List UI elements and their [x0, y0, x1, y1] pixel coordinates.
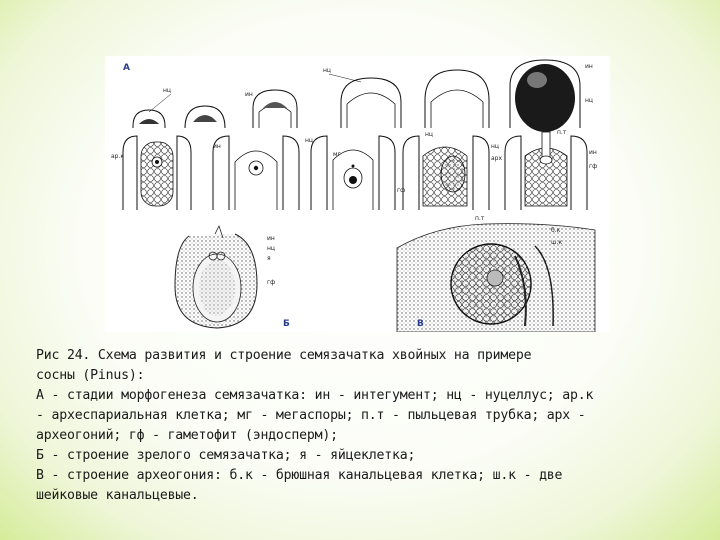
stage-11: [505, 132, 587, 210]
label-in-1: ин: [245, 91, 253, 98]
stage-5: [425, 70, 489, 128]
label-bk: б.к: [551, 227, 561, 234]
label-nc-6: нц: [491, 143, 500, 150]
caption-line: - археспариальная клетка; мг - мегаспоры; п.т - пыльцевая трубка; арх -: [36, 408, 586, 423]
ovule-diagram: [105, 56, 610, 332]
panel-letter-a: А: [123, 63, 130, 73]
caption-line: В - строение археогония: б.к - брюшная канальцевая клетка; ш.к - две: [36, 468, 563, 483]
archegonium-section: [397, 224, 595, 332]
stage-10: [403, 136, 489, 210]
caption-line: шейковые канальцевые.: [36, 488, 199, 503]
stage-7: [123, 136, 191, 210]
label-nc-1: нц: [163, 87, 172, 94]
label-nc-7: нц: [267, 245, 276, 252]
label-nc-2: нц: [323, 67, 332, 74]
caption-line: А - стадии морфогенеза семязачатка: ин - интегумент; нц - нуцеллус; ар.к: [36, 388, 594, 403]
stage-9: [311, 136, 395, 210]
label-nc-5: нц: [425, 131, 434, 138]
label-gf-2: гф: [589, 163, 598, 170]
caption-line: сосны (Pinus):: [36, 368, 145, 383]
label-pt: п.т: [557, 129, 567, 136]
caption-line: Б - строение зрелого семязачатка; я - яйцеклетка;: [36, 448, 416, 463]
label-shk: ш.к: [551, 239, 563, 246]
stage-3: [253, 90, 297, 128]
panel-letter-v: В: [417, 319, 424, 329]
label-nc-3: нц: [585, 97, 594, 104]
figure-caption: [36, 346, 696, 506]
stage-2: [185, 106, 225, 128]
label-pt-2: п.т: [475, 215, 485, 222]
label-in-5: ин: [267, 235, 275, 242]
stage-1: [133, 110, 165, 128]
ovule-development-figure: [105, 56, 610, 332]
label-ya: я: [267, 255, 271, 262]
label-in-3: ин: [213, 143, 221, 150]
label-in-4: ин: [589, 149, 597, 156]
stage-8: [213, 136, 299, 210]
panel-letter-b: Б: [283, 319, 290, 329]
label-arh: арх: [491, 155, 503, 162]
label-nc-4: нц: [305, 137, 314, 144]
caption-line: Рис 24. Схема развития и строение семязачатка хвойных на примере: [36, 348, 532, 363]
label-in-2: ин: [585, 63, 593, 70]
label-mg: мг: [333, 151, 341, 158]
mature-ovule: [175, 226, 257, 328]
label-ark: ар.к: [111, 153, 125, 160]
label-gf-1: гф: [397, 187, 406, 194]
stage-4: [341, 78, 401, 128]
stage-6: [510, 60, 580, 132]
label-gf-3: гф: [267, 279, 276, 286]
caption-line: археогоний; гф - гаметофит (эндосперм);: [36, 428, 338, 443]
